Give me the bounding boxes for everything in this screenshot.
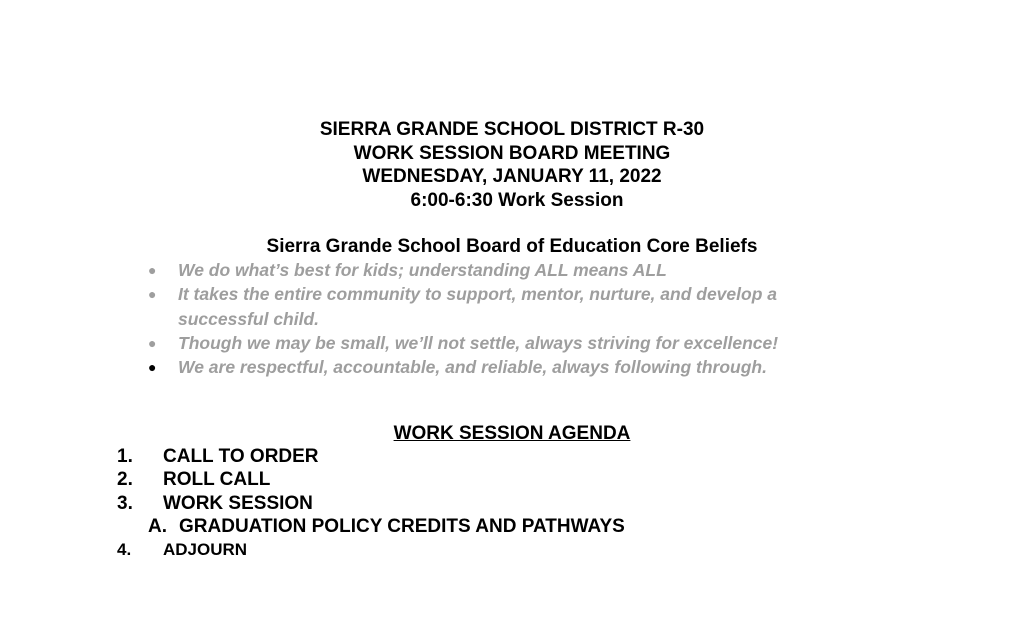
agenda-title: WORK SESSION AGENDA	[393, 423, 631, 444]
agenda-item-label: CALL TO ORDER	[163, 446, 319, 467]
agenda-item-number: 1.	[117, 446, 133, 467]
core-belief-text: We are respectful, accountable, and reliable, always following through.	[178, 357, 767, 378]
bullet-icon: ●	[148, 359, 157, 376]
agenda-item-number: 2.	[117, 469, 133, 491]
core-belief-item	[148, 331, 848, 355]
core-belief-text: Though we may be small, we’ll not settle, always striving for excellence!	[178, 332, 779, 353]
agenda-item-label: ROLL CALL	[163, 469, 271, 491]
meeting-date: WEDNESDAY, JANUARY 11, 2022	[362, 166, 662, 187]
core-belief-item	[148, 355, 848, 379]
agenda-subitem-letter: A.	[148, 515, 167, 537]
agenda-item-number: 3.	[117, 492, 133, 514]
meeting-type: WORK SESSION BOARD MEETING	[353, 142, 671, 164]
core-belief-item	[148, 258, 848, 282]
core-belief-item	[148, 282, 848, 331]
bullet-icon: ●	[148, 286, 157, 303]
core-belief-text: We do what’s best for kids; understanding ALL means ALL	[178, 260, 667, 280]
core-beliefs-title: Sierra Grande School Board of Education Core Beliefs	[266, 236, 758, 257]
bullet-icon: ●	[148, 262, 157, 278]
district-name: SIERRA GRANDE SCHOOL DISTRICT R-30	[319, 119, 705, 140]
agenda-item-number: 4.	[117, 540, 132, 560]
core-beliefs-list	[148, 258, 848, 379]
agenda-item-label: WORK SESSION	[163, 492, 313, 514]
agenda-item-label: ADJOURN	[163, 540, 248, 560]
bullet-icon: ●	[148, 334, 157, 351]
meeting-header	[0, 118, 1024, 212]
core-belief-text: It takes the entire community to support, mentor, nurture, and develop a successful child.	[178, 284, 777, 329]
meeting-time: 6:00-6:30 Work Session	[410, 189, 624, 211]
agenda-subitem-label: GRADUATION POLICY CREDITS AND PATHWAYS	[179, 515, 625, 537]
